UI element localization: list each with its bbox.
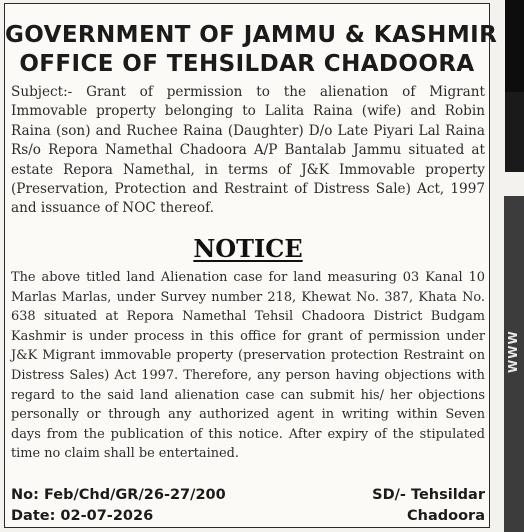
footer-row-ref	[11, 487, 485, 503]
edge-black-bar	[505, 92, 524, 172]
edge-vertical-text: WWW	[506, 330, 520, 374]
subject-paragraph: Subject:- Grant of permission to the alienation of Migrant Immovable property belonging to Lalita Raina (wife) and Robin Raina (son) and Ruchee Raina (Daughter) D/o Late Piyari Lal Raina Rs/o Repora Namethal Chadoora A/P Bantalab Jammu situated at estate Repora Namethal, in terms of J&K Immovable property (Preservation, Protection and Restraint of Distress Sale) Act, 1997 and issuance of NOC thereof.	[11, 84, 485, 217]
notice-date: Date: 02-07-2026	[11, 508, 154, 524]
edge-gap	[497, 0, 505, 172]
office-heading: OFFICE OF TEHSILDAR CHADOORA	[19, 51, 475, 77]
notice-box	[4, 3, 498, 528]
government-heading: GOVERNMENT OF JAMMU & KASHMIR	[5, 22, 498, 48]
signatory-place: Chadoora	[407, 508, 485, 524]
notice-body: The above titled land Alienation case for land measuring 03 Kanal 10 Marlas Marlas, under Survey number 218, Khewat No. 387, Khata No. 638 situated at Repora Namethal Tehsil Chadoora District Budgam Kashmir is under process in this office for grant of permission under J&K Migrant immovable property (preservation protection Restraint on Distress Sales) Act 1997. Therefore, any person having objections with regard to the said land alienation case can submit his/ her objections personally or through any authorized agent in writing within Seven days from the publication of this notice. After expiry of the stipulated time no claim shall be entertained.	[11, 270, 485, 462]
notice-title: NOTICE	[193, 234, 303, 263]
footer-row-date	[11, 508, 485, 524]
reference-number: No: Feb/Chd/GR/26-27/200	[11, 487, 226, 503]
signatory: SD/- Tehsildar	[372, 487, 485, 503]
